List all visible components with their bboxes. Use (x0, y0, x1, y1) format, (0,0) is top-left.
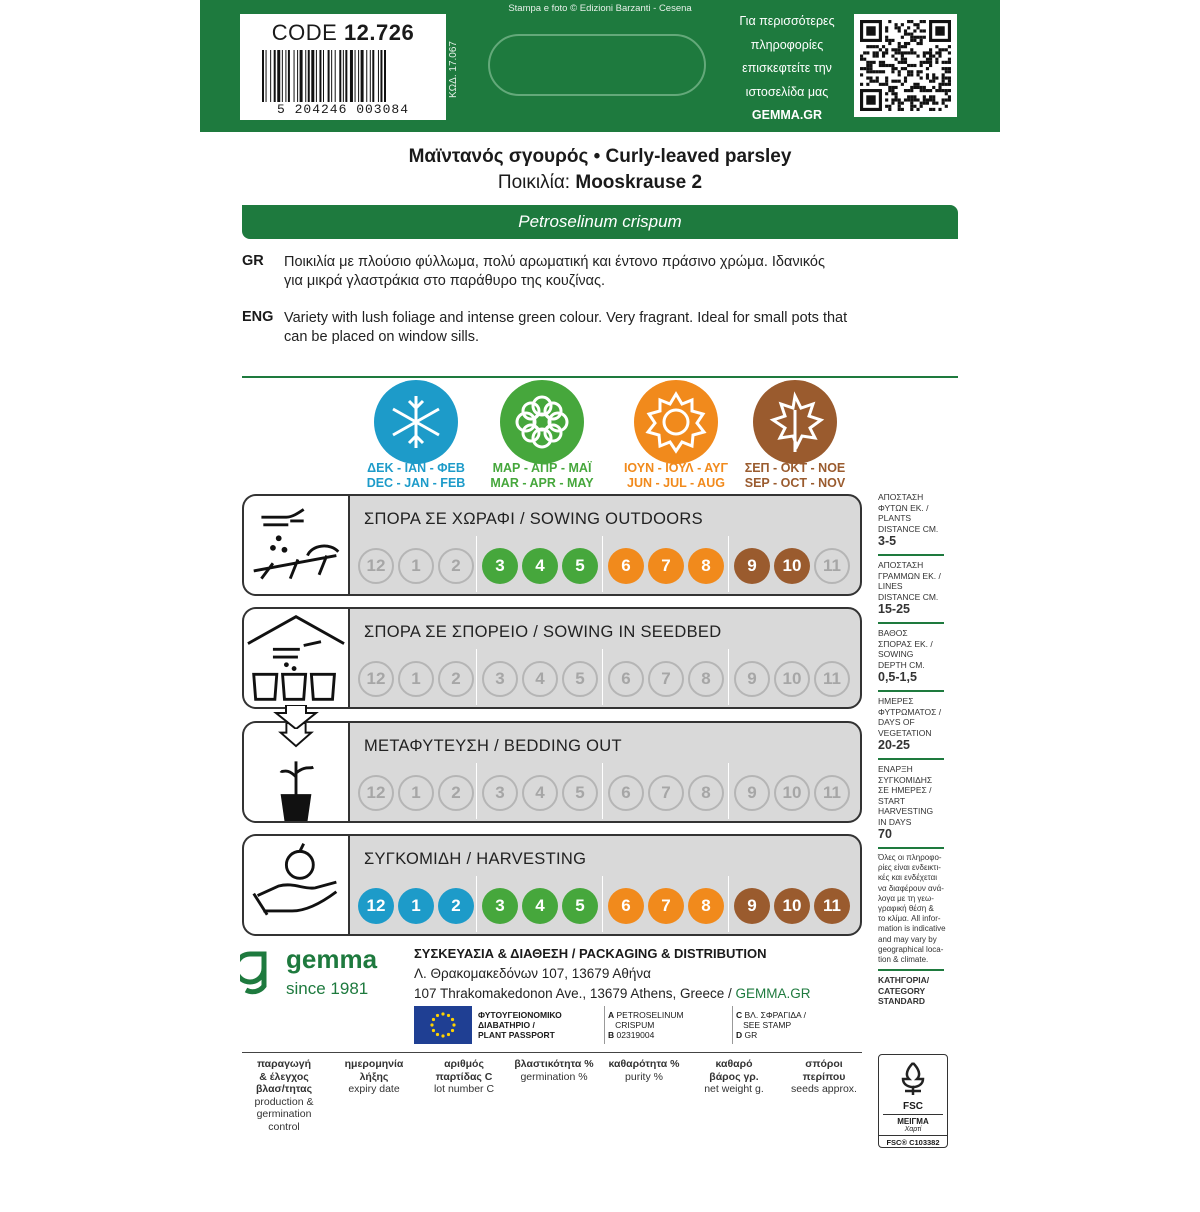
row-title: ΣΠΟΡΑ ΣΕ ΣΠΟΡΕΙΟ / SOWING IN SEEDBED (364, 623, 722, 641)
month-circle: 3 (482, 661, 518, 697)
month-circle: 12 (358, 888, 394, 924)
month-circle: 8 (688, 888, 724, 924)
month-circle: 2 (438, 661, 474, 697)
fsc-paper: Χαρτί (904, 1126, 922, 1133)
month-circle: 12 (358, 661, 394, 697)
month-circle: 6 (608, 661, 644, 697)
calendar-row (242, 607, 862, 709)
side-spec: ΒΑΘΟΣ ΣΠΟΡΑΣ ΕΚ. / SOWING DEPTH CM. 0,5-1,5 (878, 628, 948, 683)
month-circle: 3 (482, 888, 518, 924)
category: ΚΑΤΗΓΟΡΙΑ/ CATEGORY STANDARD (878, 975, 930, 1007)
side-note: Όλες οι πληροφο- ρίες είναι ενδεικτι- κές και ενδέχεται να διαφέρουν ανά- λογα με τη γεω- γραφική θέση & το κλίμα. All infor- mation is indicative and may vary by geographical loca- tion & climate. (878, 853, 946, 965)
batch-field: ημερομηνία λήξης expiry date (344, 1058, 404, 1095)
month-circle: 10 (774, 775, 810, 811)
season-separator (476, 763, 477, 819)
season-separator (602, 649, 603, 705)
passport-ab: A PETROSELINUM CRISPUM B 02319004 (608, 1010, 684, 1040)
variety-title: Ποικιλία: Mooskrause 2 (497, 172, 703, 193)
month-circle: 2 (438, 775, 474, 811)
product-title: Μαϊντανός σγουρός • Curly-leaved parsley (408, 146, 792, 167)
qr-code-icon (860, 20, 951, 111)
side-spec-value: 70 (878, 827, 892, 841)
side-spec: ΗΜΕΡΕΣ ΦΥΤΡΩΜΑΤΟΣ / DAYS OF VEGETATION 20-25 (878, 696, 948, 751)
calendar-row (242, 721, 862, 823)
brand-since: since 1981 (286, 979, 369, 998)
product-code: CODE 12.726 (271, 20, 415, 45)
harvesting-icon (242, 834, 350, 936)
transfer-arrow-icon (272, 705, 320, 729)
season-separator (602, 876, 603, 932)
barcode (262, 50, 432, 102)
month-circle: 6 (608, 775, 644, 811)
month-circle: 5 (562, 888, 598, 924)
bottom-rule (242, 1052, 862, 1053)
season-label: ΜΑΡ - ΑΠΡ - ΜΑΪ MAR - APR - MAY (490, 461, 594, 490)
hanger-window (488, 34, 706, 96)
month-circle: 2 (438, 888, 474, 924)
row-title: ΣΠΟΡΑ ΣΕ ΧΩΡΑΦΙ / SOWING OUTDOORS (364, 510, 703, 528)
info-url[interactable]: GEMMA.GR (751, 108, 823, 122)
bedding-out-icon (242, 721, 350, 823)
month-circle: 9 (734, 661, 770, 697)
side-rule (878, 969, 944, 971)
fsc-code: FSC® C103382 (879, 1135, 947, 1147)
batch-field: καθαρότητα % purity % (608, 1058, 680, 1083)
batch-field: παραγωγή & έλεγχος βλασ/τητας production & germination control (254, 1058, 314, 1133)
month-circle: 5 (562, 775, 598, 811)
sun-icon (634, 380, 718, 464)
qr-code[interactable] (854, 14, 957, 117)
fsc-mix: ΜΕΙΓΜΑ (883, 1114, 943, 1126)
month-circle: 4 (522, 548, 558, 584)
row-title: ΣΥΓΚΟΜΙΔΗ / HARVESTING (364, 850, 587, 868)
month-circle: 1 (398, 888, 434, 924)
season-separator (728, 876, 729, 932)
month-circle: 3 (482, 548, 518, 584)
month-circle: 9 (734, 888, 770, 924)
row-panel (348, 607, 862, 709)
row-panel (348, 721, 862, 823)
month-circle: 11 (814, 548, 850, 584)
gemma-logo (240, 946, 410, 1006)
seedbed-icon (242, 607, 350, 709)
snowflake-icon (374, 380, 458, 464)
row-panel (348, 834, 862, 936)
brand-name: gemma (286, 946, 378, 974)
address-gr: Λ. Θρακομακεδόνων 107, 13679 Αθήνα (414, 966, 651, 981)
month-circle: 3 (482, 775, 518, 811)
month-circle: 5 (562, 548, 598, 584)
month-circle: 6 (608, 888, 644, 924)
month-circle: 7 (648, 775, 684, 811)
month-circle: 4 (522, 775, 558, 811)
season-separator (728, 649, 729, 705)
season-separator (602, 536, 603, 592)
season-label: ΣΕΠ - ΟΚΤ - ΝΟΕ SEP - OCT - NOV (744, 461, 846, 490)
side-spec-value: 0,5-1,5 (878, 670, 917, 684)
month-circle: 5 (562, 661, 598, 697)
credit-text: Stampa e foto © Edizioni Barzanti - Cesena (508, 3, 692, 14)
season-separator (476, 536, 477, 592)
season-separator (476, 876, 477, 932)
packaging-url[interactable]: GEMMA.GR (735, 986, 811, 1001)
month-circle: 7 (648, 661, 684, 697)
sowing-outdoors-icon (242, 494, 350, 596)
month-circle: 8 (688, 661, 724, 697)
gr-description: Ποικιλία με πλούσιο φύλλωμα, πολύ αρωματική και έντονο πράσινο χρώμα. Ιδανικός για μικρά γλαστράκια στο παράθυρο της κουζίνας. (284, 254, 825, 289)
month-circle: 11 (814, 661, 850, 697)
packaging-title: ΣΥΣΚΕΥΑΣΙΑ & ΔΙΑΘΕΣΗ / PACKAGING & DISTRIBUTION (414, 946, 767, 961)
address-en: 107 Thrakomakedonon Ave., 13679 Athens, Greece / GEMMA.GR (414, 986, 811, 1001)
month-strip (356, 888, 856, 928)
season-separator (728, 536, 729, 592)
plant-passport (414, 1006, 824, 1046)
divider (242, 376, 958, 378)
month-circle: 1 (398, 548, 434, 584)
row-title: ΜΕΤΑΦΥΤΕΥΣΗ / BEDDING OUT (364, 737, 622, 755)
month-circle: 8 (688, 775, 724, 811)
batch-field: βλαστικότητα % germination % (514, 1058, 594, 1083)
month-strip (356, 661, 856, 701)
side-spec: ΑΠΟΣΤΑΣΗ ΓΡΑΜΜΩΝ ΕΚ. / LINES DISTANCE CM. 15-25 (878, 560, 948, 615)
month-circle: 11 (814, 775, 850, 811)
month-circle: 9 (734, 548, 770, 584)
kod-number: ΚΩΔ. 17.067 (448, 41, 459, 99)
month-circle: 10 (774, 661, 810, 697)
batch-field: σπόροι περίπου seeds approx. (791, 1058, 857, 1095)
batch-field: καθαρό βάρος γρ. net weight g. (704, 1058, 764, 1095)
month-circle: 12 (358, 548, 394, 584)
leaf-icon (753, 380, 837, 464)
side-rule (878, 622, 944, 624)
month-circle: 10 (774, 548, 810, 584)
eu-flag-icon (414, 1006, 472, 1044)
month-circle: 10 (774, 888, 810, 924)
month-circle: 8 (688, 548, 724, 584)
eng-description: Variety with lush foliage and intense green colour. Very fragrant. Ideal for small pots that can be placed on window sills. (284, 310, 848, 345)
side-spec-value: 15-25 (878, 602, 910, 616)
month-circle: 6 (608, 548, 644, 584)
fsc-tree-icon (893, 1059, 933, 1099)
month-circle: 1 (398, 661, 434, 697)
gr-label: GR (242, 253, 264, 269)
season-separator (476, 649, 477, 705)
season-label: ΙΟΥΝ - ΙΟΥΛ - ΑΥΓ JUN - JUL - AUG (623, 461, 729, 490)
flower-icon (500, 380, 584, 464)
row-panel (348, 494, 862, 596)
calendar-row (242, 834, 862, 936)
month-circle: 4 (522, 661, 558, 697)
month-circle: 9 (734, 775, 770, 811)
side-spec-value: 20-25 (878, 738, 910, 752)
passport-cd: C ΒΛ. ΣΦΡΑΓΙΔΑ / SEE STAMP D GR (736, 1010, 806, 1040)
eng-label: ENG (242, 309, 274, 325)
month-strip (356, 548, 856, 588)
side-spec: ΑΠΟΣΤΑΣΗ ΦΥΤΩΝ ΕΚ. / PLANTS DISTANCE CM. 3-5 (878, 492, 948, 547)
passport-title: ΦΥΤΟΥΓΕΙΟΝΟΜΙΚΟ ΔΙΑΒΑΤΗΡΙΟ / PLANT PASSPORT (478, 1010, 562, 1040)
season-separator (602, 763, 603, 819)
side-rule (878, 847, 944, 849)
latin-name: Petroselinum crispum (242, 205, 958, 239)
month-circle: 4 (522, 888, 558, 924)
month-circle: 1 (398, 775, 434, 811)
side-rule (878, 554, 944, 556)
side-spec-value: 3-5 (878, 534, 897, 548)
season-label: ΔΕΚ - ΙΑΝ - ΦΕΒ DEC - JAN - FEB (366, 461, 466, 490)
month-circle: 7 (648, 888, 684, 924)
fsc-badge (878, 1054, 948, 1148)
barcode-number: 5 204246 003084 (276, 102, 410, 117)
month-circle: 11 (814, 888, 850, 924)
month-strip (356, 775, 856, 815)
month-circle: 12 (358, 775, 394, 811)
info-text: Για περισσότερες πληροφορίες επισκεφτείτε την ιστοσελίδα μας GEMMA.GR (726, 10, 848, 128)
batch-field: αριθμός παρτίδας C lot number C (433, 1058, 495, 1095)
calendar-row (242, 494, 862, 596)
season-separator (728, 763, 729, 819)
code-box (240, 14, 446, 120)
month-circle: 7 (648, 548, 684, 584)
side-rule (878, 690, 944, 692)
side-rule (878, 758, 944, 760)
fsc-label: FSC (903, 1101, 923, 1112)
side-spec: ΕΝΑΡΞΗ ΣΥΓΚΟΜΙΔΗΣ ΣΕ ΗΜΕΡΕΣ / START HARVESTING IN DAYS 70 (878, 764, 948, 840)
month-circle: 2 (438, 548, 474, 584)
